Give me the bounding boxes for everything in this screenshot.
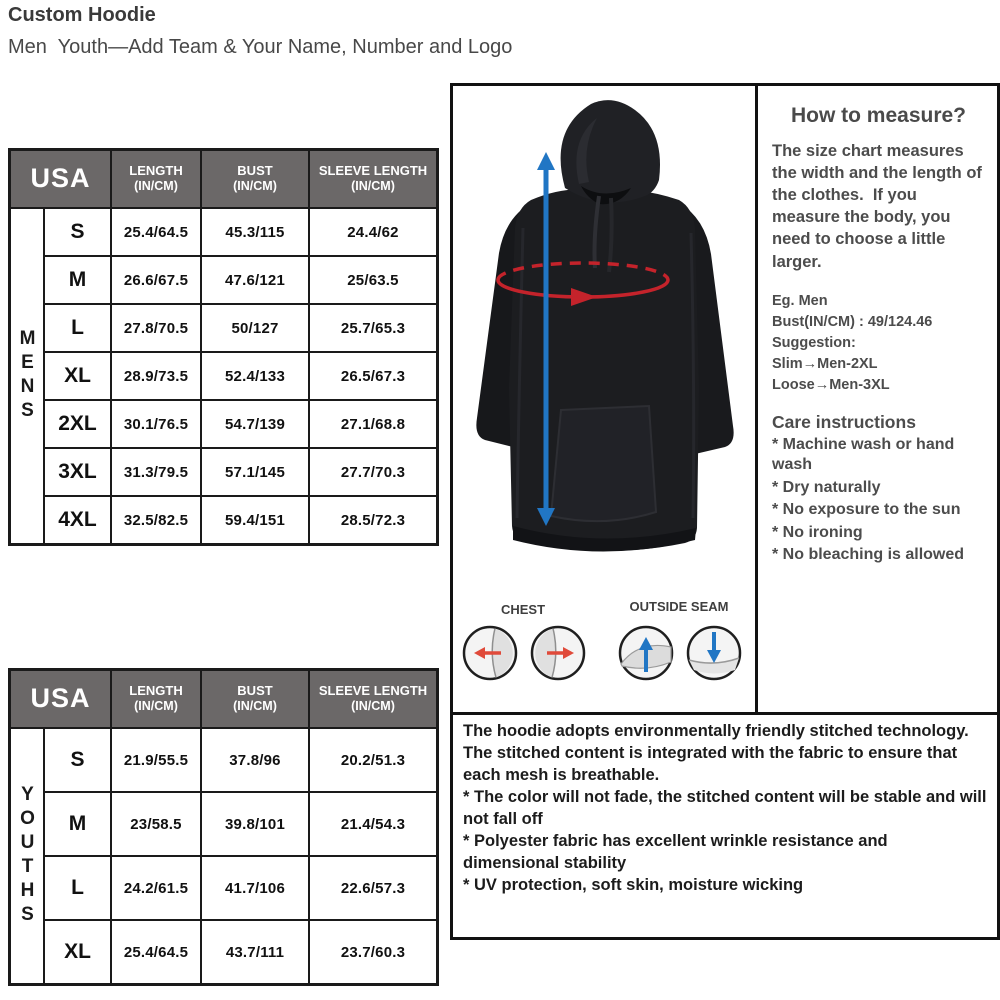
- measure-icons-row: [461, 624, 749, 682]
- suggestion-slim: Slim→Men-2XL: [772, 355, 878, 372]
- table-row: L: [45, 305, 110, 351]
- care-item: * No exposure to the sun: [772, 501, 961, 519]
- sizing-example: [772, 291, 985, 396]
- page-subtitle: Men Youth—Add Team & Your Name, Number and Logo: [8, 36, 513, 58]
- product-description-box: [450, 712, 1000, 940]
- mens-side-label: MENS: [11, 209, 43, 543]
- mens-col-length: LENGTH (IN/CM): [112, 151, 200, 207]
- chest-arrow-right-icon: [529, 624, 587, 682]
- youths-size-table: USA LENGTH (IN/CM) BUST (IN/CM) SLEEVE LENGTH (IN/CM) YOUTHS S 21.9/55.5 37.8/96 20.2/51.3 M 23/58.5 39.8/101 21.4/54.3 L 24.2/61.5 41.7/106 22.6/57.3 XL 25.4/64.5 43.7/111 23.7/60.3: [8, 668, 439, 986]
- table-row: XL: [45, 921, 110, 983]
- example-bust: Bust(IN/CM) : 49/124.46: [772, 313, 933, 330]
- care-instructions-heading: Care instructions: [772, 411, 916, 432]
- table-row: L: [45, 857, 110, 919]
- care-item: * No ironing: [772, 523, 863, 541]
- description-bullet: * UV protection, soft skin, moisture wicking: [463, 875, 804, 894]
- suggestion-loose: Loose→Men-3XL: [772, 376, 890, 393]
- outside-seam-down-icon: [685, 624, 743, 682]
- table-row: 3XL: [45, 449, 110, 495]
- outside-seam-label: OUTSIDE SEAM: [629, 599, 729, 614]
- page-title: Custom Hoodie: [8, 4, 156, 26]
- table-row: S: [45, 729, 110, 791]
- care-item: * Dry naturally: [772, 478, 881, 496]
- description-bullet: * Polyester fabric has excellent wrinkle resistance and dimensional stability: [463, 831, 888, 872]
- youths-col-bust: BUST (IN/CM): [202, 671, 308, 727]
- table-row: M: [45, 793, 110, 855]
- measure-box: [450, 83, 1000, 715]
- youths-usa-header: USA: [11, 671, 110, 727]
- description-bullet: * The color will not fade, the stitched content will be stable and will not fall off: [463, 787, 987, 828]
- youths-col-sleeve: SLEEVE LENGTH (IN/CM): [310, 671, 436, 727]
- mens-col-bust: BUST (IN/CM): [202, 151, 308, 207]
- table-row: 4XL: [45, 497, 110, 543]
- how-to-measure-body: The size chart measures the width and the length of the clothes. If you measure the body, you need to choose a little larger.: [772, 142, 987, 271]
- example-title: Eg. Men: [772, 292, 828, 309]
- outside-seam-up-icon: [617, 624, 675, 682]
- hoodie-illustration: [453, 88, 753, 593]
- suggestion-label: Suggestion:: [772, 334, 856, 351]
- table-row: M: [45, 257, 110, 303]
- description-intro: The hoodie adopts environmentally friendly stitched technology. The stitched content is integrated with the fabric to ensure that each mesh is breathable.: [463, 722, 969, 784]
- mens-size-table: USA LENGTH (IN/CM) BUST (IN/CM) SLEEVE LENGTH (IN/CM) MENS S 25.4/64.5 45.3/115 24.4/62 M 26.6/67.5 47.6/121 25/63.5 L 27.8/70.5 50/127 25.7/65.3 XL 28.9/73.5 52.4/133 26.5/67.3 2XL 30.1/76.5 54.7/139 27.1/68.8 3XL 31.3/79.5 57.1/145 27.7/70.3 4XL 32.5/82.5 59.4/151 28.5/72.3: [8, 148, 439, 546]
- care-item: * No bleaching is allowed: [772, 546, 965, 564]
- how-to-measure-heading: How to measure?: [790, 104, 967, 127]
- youths-side-label: YOUTHS: [11, 729, 43, 983]
- youths-col-length: LENGTH (IN/CM): [112, 671, 200, 727]
- mens-usa-header: USA: [11, 151, 110, 207]
- mens-col-sleeve: SLEEVE LENGTH (IN/CM): [310, 151, 436, 207]
- care-item: * Machine wash or hand wash: [772, 435, 955, 474]
- table-row: S: [45, 209, 110, 255]
- chest-label: CHEST: [500, 602, 546, 617]
- table-row: 2XL: [45, 401, 110, 447]
- how-to-measure-panel: [758, 86, 997, 712]
- hoodie-pane: [453, 86, 755, 712]
- chest-arrow-left-icon: [461, 624, 519, 682]
- table-row: XL: [45, 353, 110, 399]
